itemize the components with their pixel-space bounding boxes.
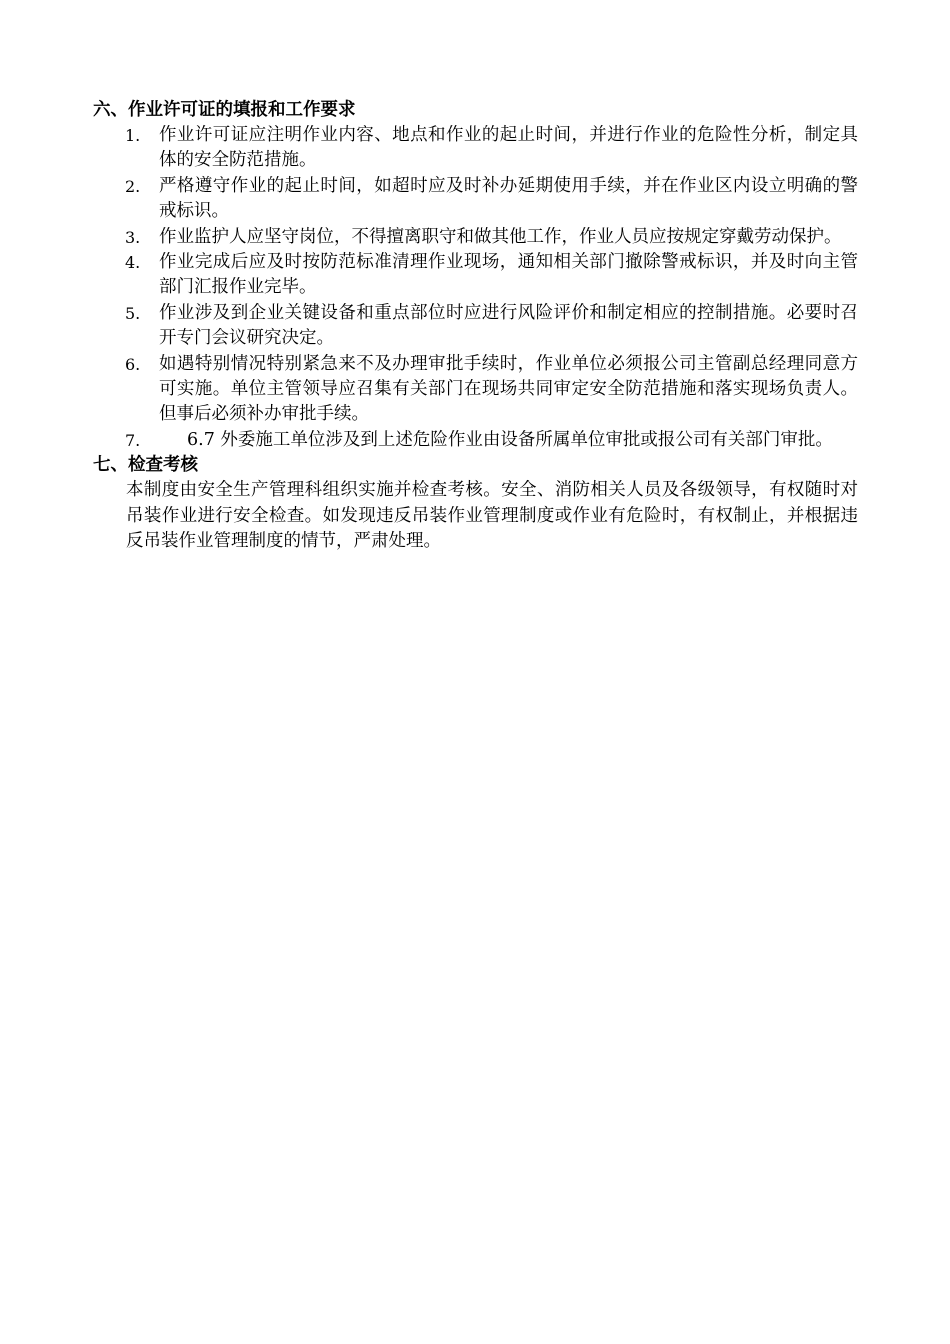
section-7-heading: 七、检查考核	[93, 455, 198, 476]
list-item-text: 如遇特别情况特别紧急来不及办理审批手续时，作业单位必须报公司主管副总经理同意方可实施。单位主管领导应召集有关部门在现场共同审定安全防范措施和落实现场负责人。但事后必须补办审批手续。	[159, 353, 858, 425]
list-item-text: 作业涉及到企业关键设备和重点部位时应进行风险评价和制定相应的控制措施。必要时召开专门会议研究决定。	[159, 302, 858, 349]
list-item	[93, 301, 858, 352]
list-item-number: 7.	[125, 430, 141, 450]
list-item-number: 4.	[125, 253, 141, 273]
section-6-heading: 六、作业许可证的填报和工作要求	[93, 100, 356, 120]
list-item	[93, 428, 858, 453]
list-item-number: 6.	[125, 354, 141, 374]
list-item	[93, 123, 858, 174]
list-item-text: 作业许可证应注明作业内容、地点和作业的起止时间，并进行作业的危险性分析，制定具体的安全防范措施。	[159, 125, 858, 171]
list-item	[93, 225, 858, 250]
section-7-paragraph: 本制度由安全生产管理科组织实施并检查考核。安全、消防相关人员及各级领导，有权随时对吊装作业进行安全检查。如发现违反吊装作业管理制度或作业有危险时，有权制止，并根据违反吊装作业管理制度的情节，严肃处理。	[126, 480, 858, 552]
document-content	[93, 98, 858, 555]
list-item-text: 6.7 外委施工单位涉及到上述危险作业由设备所属单位审批或报公司有关部门审批。	[187, 429, 833, 450]
list-item-number: 2.	[125, 176, 141, 196]
list-item-text: 严格遵守作业的起止时间，如超时应及时补办延期使用手续，并在作业区内设立明确的警戒标识。	[159, 175, 858, 222]
list-item	[93, 174, 858, 225]
list-item-number: 5.	[125, 303, 141, 323]
list-item-number: 1.	[125, 126, 141, 145]
list-item	[93, 250, 858, 301]
section-6-list	[93, 123, 858, 453]
list-item-text: 作业监护人应坚守岗位，不得擅离职守和做其他工作，作业人员应按规定穿戴劳动保护。	[159, 226, 842, 247]
list-item-number: 3.	[125, 227, 141, 247]
list-item	[93, 352, 858, 428]
list-item-text: 作业完成后应及时按防范标准清理作业现场，通知相关部门撤除警戒标识，并及时向主管部门汇报作业完毕。	[159, 252, 858, 298]
